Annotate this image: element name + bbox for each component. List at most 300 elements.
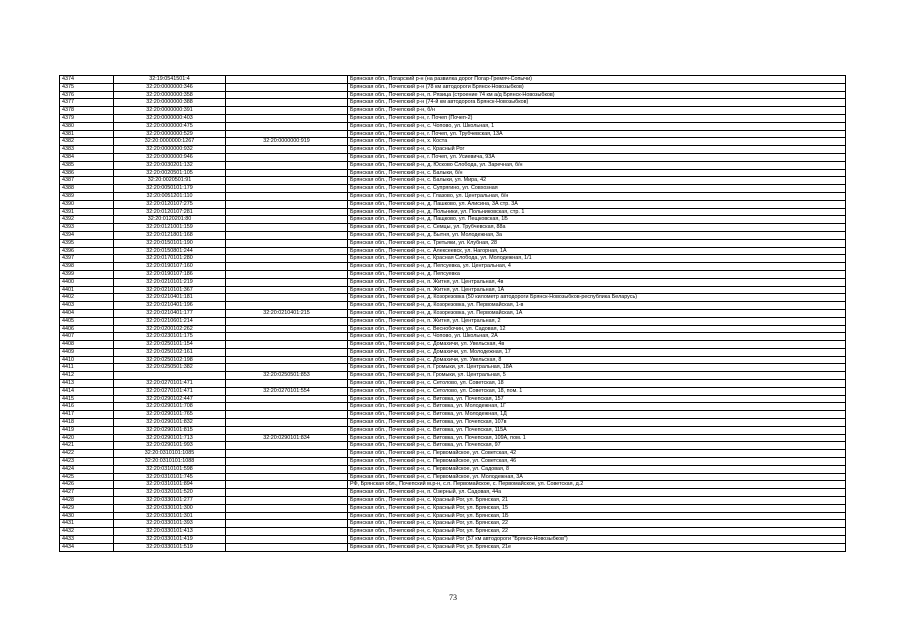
- related-cadastral-number-cell: [226, 216, 348, 224]
- cadastral-number-cell: 32:20:0000000:932: [114, 146, 226, 154]
- address-cell: Брянская обл., Почепский р-н, г. Почеп (Почеп-2): [348, 114, 846, 122]
- related-cadastral-number-cell: [226, 146, 348, 154]
- address-cell: Брянская обл., Почепский р-н, х. Коста: [348, 138, 846, 146]
- address-cell: РФ, Брянская обл., Почепский м.р-н, с.п. Первомайское, с. Первомайское, ул. Советская, д.2: [348, 481, 846, 489]
- cadastral-number-cell: 32:20:0320101:520: [114, 489, 226, 497]
- cadastral-number-cell: 32:20:0290101:815: [114, 426, 226, 434]
- table-row: [60, 114, 846, 122]
- related-cadastral-number-cell: [226, 543, 348, 551]
- row-number-cell: 4421: [60, 442, 114, 450]
- table-row: [60, 497, 846, 505]
- row-number-cell: 4431: [60, 520, 114, 528]
- address-cell: Брянская обл., Почепский р-н (74-й км автодорога Брянск-Новозыбков): [348, 99, 846, 107]
- row-number-cell: 4400: [60, 278, 114, 286]
- row-number-cell: 4395: [60, 239, 114, 247]
- address-cell: Брянская обл., Почепский р-н, с. Красный Рог, ул. Брянская, 22: [348, 520, 846, 528]
- address-cell: Брянская обл., Почепский р-н, п. Громыки, ул. Центральная, 5: [348, 372, 846, 380]
- address-cell: Брянская обл., Почепский р-н, с. Первомайское, ул. Советская, 42: [348, 450, 846, 458]
- table-row: [60, 512, 846, 520]
- cadastral-number-cell: 32:20:0120107:281: [114, 208, 226, 216]
- related-cadastral-number-cell: [226, 294, 348, 302]
- address-cell: Брянская обл., Почепский р-н, с. Красный Рог, ул. Брянская, 21: [348, 497, 846, 505]
- row-number-cell: 4433: [60, 536, 114, 544]
- row-number-cell: 4427: [60, 489, 114, 497]
- row-number-cell: 4428: [60, 497, 114, 505]
- related-cadastral-number-cell: [226, 83, 348, 91]
- address-cell: Брянская обл., Почепский р-н, с. Красный Рог, ул. Брянская, 22: [348, 528, 846, 536]
- related-cadastral-number-cell: [226, 107, 348, 115]
- table-row: [60, 380, 846, 388]
- table-row: [60, 169, 846, 177]
- table-row: [60, 465, 846, 473]
- row-number-cell: 4408: [60, 341, 114, 349]
- row-number-cell: 4376: [60, 91, 114, 99]
- address-cell: Брянская обл., Почепский р-н, с. Красный Рог (57 км автодороги "Брянск-Новозыбков"): [348, 536, 846, 544]
- table-row: [60, 83, 846, 91]
- cadastral-number-cell: 32:20:0150801:244: [114, 247, 226, 255]
- related-cadastral-number-cell: [226, 247, 348, 255]
- row-number-cell: 4401: [60, 286, 114, 294]
- table-row: [60, 263, 846, 271]
- row-number-cell: 4391: [60, 208, 114, 216]
- related-cadastral-number-cell: [226, 450, 348, 458]
- address-cell: Брянская обл., Почепский р-н, с. Домахичи, ул. Увельская, 4в: [348, 341, 846, 349]
- cadastral-number-cell: 32:20:0210101:367: [114, 286, 226, 294]
- table-row: [60, 99, 846, 107]
- cadastral-number-cell: 32:20:0290101:708: [114, 403, 226, 411]
- related-cadastral-number-cell: [226, 99, 348, 107]
- row-number-cell: 4418: [60, 419, 114, 427]
- table-row: [60, 536, 846, 544]
- address-cell: Брянская обл., Почепский р-н, д. Козорезовка, ул. Первомайская, 1А: [348, 309, 846, 317]
- row-number-cell: 4378: [60, 107, 114, 115]
- table-row: [60, 216, 846, 224]
- table-row: [60, 411, 846, 419]
- table-row: [60, 146, 846, 154]
- row-number-cell: 4393: [60, 224, 114, 232]
- related-cadastral-number-cell: [226, 403, 348, 411]
- row-number-cell: 4388: [60, 185, 114, 193]
- address-cell: Брянская обл., Почепский р-н, с. Первомайское, ул. Садовая, 8: [348, 465, 846, 473]
- related-cadastral-number-cell: [226, 348, 348, 356]
- cadastral-number-cell: 32:20:0310101:745: [114, 473, 226, 481]
- address-cell: Брянская обл., Почепский р-н, с. Веснобочин, ул. Садовая, 12: [348, 325, 846, 333]
- related-cadastral-number-cell: [226, 130, 348, 138]
- cadastral-number-cell: 32:20:0250102:161: [114, 348, 226, 356]
- table-row: [60, 255, 846, 263]
- related-cadastral-number-cell: [226, 465, 348, 473]
- related-cadastral-number-cell: [226, 122, 348, 130]
- address-cell: Брянская обл., Почепский р-н, д. Юсково Слобода, ул. Заречная, б/н: [348, 161, 846, 169]
- row-number-cell: 4375: [60, 83, 114, 91]
- cadastral-number-cell: 32:20:0310101:1085: [114, 450, 226, 458]
- row-number-cell: 4426: [60, 481, 114, 489]
- cadastral-number-cell: 32:20:0200102:262: [114, 325, 226, 333]
- table-row: [60, 177, 846, 185]
- address-cell: Брянская обл., Почепский р-н, с. Сетолово, ул. Советская, 18: [348, 380, 846, 388]
- address-cell: Брянская обл., Почепский р-н, п. Житня, ул. Центральная, 2: [348, 317, 846, 325]
- table-row: [60, 395, 846, 403]
- row-number-cell: 4374: [60, 76, 114, 84]
- address-cell: Брянская обл., Почепский р-н, г. Почеп, ул. Трубчевская, 13А: [348, 130, 846, 138]
- address-cell: Брянская обл., Почепский р-н, п. Громыки, ул. Центральная, 18А: [348, 364, 846, 372]
- related-cadastral-number-cell: [226, 185, 348, 193]
- address-cell: Брянская обл., Почепский р-н, с. Красный Рог, ул. Брянская, 1Б: [348, 512, 846, 520]
- address-cell: Брянская обл., Почепский р-н, с. Сетолово, ул. Советская, 18, пом. 1: [348, 387, 846, 395]
- address-cell: Брянская обл., Почепский р-н, с. Красный Рог, ул. Брянская, 21е: [348, 543, 846, 551]
- table-row: [60, 458, 846, 466]
- cadastral-number-cell: 32:20:0000000:403: [114, 114, 226, 122]
- address-cell: Брянская обл., Почепский р-н, п. Озерный, ул. Садовая, 44а: [348, 489, 846, 497]
- address-cell: Брянская обл., Почепский р-н, с. Супрягино, ул. Совхозная: [348, 185, 846, 193]
- related-cadastral-number-cell: [226, 512, 348, 520]
- row-number-cell: 4386: [60, 169, 114, 177]
- cadastral-number-cell: 32:20:0000000:946: [114, 153, 226, 161]
- related-cadastral-number-cell: 32:20:0000000:919: [226, 138, 348, 146]
- address-cell: Брянская обл., Почепский р-н, с. Витовка, ул. Почепская, 107в: [348, 419, 846, 427]
- related-cadastral-number-cell: 32:20:0270101:554: [226, 387, 348, 395]
- related-cadastral-number-cell: [226, 504, 348, 512]
- address-cell: Брянская обл., Почепский р-н, д. Бытня, ул. Молодежная, 3а: [348, 231, 846, 239]
- cadastral-number-cell: 32:20:0330101:413: [114, 528, 226, 536]
- row-number-cell: 4405: [60, 317, 114, 325]
- row-number-cell: 4399: [60, 270, 114, 278]
- table-row: [60, 91, 846, 99]
- table-row: [60, 504, 846, 512]
- cadastral-number-cell: 32:20:0290102:447: [114, 395, 226, 403]
- row-number-cell: 4382: [60, 138, 114, 146]
- related-cadastral-number-cell: 32:20:0250501:853: [226, 372, 348, 380]
- address-cell: Брянская обл., Почепский р-н, с. Первомайское, ул. Советская, 46: [348, 458, 846, 466]
- address-cell: Брянская обл., Почепский р-н, с. Третьяки, ул. Клубная, 28: [348, 239, 846, 247]
- related-cadastral-number-cell: [226, 161, 348, 169]
- address-cell: Брянская обл., Почепский р-н, с. Семцы, ул. Трубчевская, 88а: [348, 224, 846, 232]
- cadastral-number-cell: 32:20:0330101:301: [114, 512, 226, 520]
- cadastral-number-cell: 32:20:0210601:214: [114, 317, 226, 325]
- cadastral-number-cell: 32:19:0541501:4: [114, 76, 226, 84]
- address-cell: Брянская обл., Почепский р-н, с. Витовка, ул. Молодежная, 1Д: [348, 411, 846, 419]
- related-cadastral-number-cell: [226, 442, 348, 450]
- table-row: [60, 130, 846, 138]
- related-cadastral-number-cell: [226, 419, 348, 427]
- row-number-cell: 4379: [60, 114, 114, 122]
- address-cell: Брянская обл., Почепский р-н, с. Витовка, ул. Молодежная, 1Г: [348, 403, 846, 411]
- address-cell: Брянская обл., Почепский р-н, с. Красный Рог: [348, 146, 846, 154]
- address-cell: Брянская обл., Почепский р-н, д. Пашково, ул. Алисина, 3А стр. 3А: [348, 200, 846, 208]
- table-row: [60, 473, 846, 481]
- table-row: [60, 278, 846, 286]
- table-row: [60, 107, 846, 115]
- row-number-cell: 4394: [60, 231, 114, 239]
- related-cadastral-number-cell: [226, 489, 348, 497]
- address-cell: Брянская обл., Почепский р-н, с. Домахичи, ул. Увельская, 8: [348, 356, 846, 364]
- row-number-cell: 4381: [60, 130, 114, 138]
- cadastral-number-cell: 32:20:0000000:358: [114, 91, 226, 99]
- cadastral-number-cell: 32:20:0310101:894: [114, 481, 226, 489]
- cadastral-number-cell: 32:20:0210401:177: [114, 309, 226, 317]
- table-row: [60, 419, 846, 427]
- row-number-cell: 4413: [60, 380, 114, 388]
- related-cadastral-number-cell: [226, 231, 348, 239]
- address-cell: Брянская обл., Почепский р-н (78 км автодороги Брянск-Новозыбков): [348, 83, 846, 91]
- table-row: [60, 387, 846, 395]
- cadastral-number-cell: 32:20:0150101:190: [114, 239, 226, 247]
- cadastral-number-cell: 32:20:0050101:179: [114, 185, 226, 193]
- address-cell: Брянская обл., Почепский р-н, с. Красная Слобода, ул. Молодежная, 1/1: [348, 255, 846, 263]
- address-cell: Брянская обл., Почепский р-н, с. Алексеевск, ул. Нагорная, 1А: [348, 247, 846, 255]
- table-row: [60, 138, 846, 146]
- cadastral-number-cell: 32:20:0230101:175: [114, 333, 226, 341]
- cadastral-number-cell: 32:20:0250501:382: [114, 364, 226, 372]
- related-cadastral-number-cell: [226, 239, 348, 247]
- address-cell: Брянская обл., Почепский р-н, с. Чоповo, ул. Школьная, 2А: [348, 333, 846, 341]
- table-row: [60, 247, 846, 255]
- table-row: [60, 231, 846, 239]
- table-row: [60, 325, 846, 333]
- row-number-cell: 4410: [60, 356, 114, 364]
- table-row: [60, 76, 846, 84]
- related-cadastral-number-cell: [226, 177, 348, 185]
- row-number-cell: 4406: [60, 325, 114, 333]
- table-row: [60, 185, 846, 193]
- row-number-cell: 4412: [60, 372, 114, 380]
- row-number-cell: 4419: [60, 426, 114, 434]
- related-cadastral-number-cell: [226, 356, 348, 364]
- related-cadastral-number-cell: [226, 325, 348, 333]
- related-cadastral-number-cell: [226, 169, 348, 177]
- table-row: [60, 434, 846, 442]
- row-number-cell: 4425: [60, 473, 114, 481]
- cadastral-number-cell: 32:20:0000000:1267: [114, 138, 226, 146]
- table-row: [60, 239, 846, 247]
- address-cell: Брянская обл., Почепский р-н, п. Рязица (строение 74 км а/д Брянск-Новозыбков): [348, 91, 846, 99]
- table-row: [60, 309, 846, 317]
- cadastral-number-cell: 32:20:0051201:110: [114, 192, 226, 200]
- row-number-cell: 4389: [60, 192, 114, 200]
- row-number-cell: 4390: [60, 200, 114, 208]
- row-number-cell: 4414: [60, 387, 114, 395]
- table-row: [60, 481, 846, 489]
- table-row: [60, 270, 846, 278]
- address-cell: Брянская обл., Почепский р-н, п. Житня, ул. Центральная, 1А: [348, 286, 846, 294]
- address-cell: Брянская обл., Почепский р-н, с. Домахичи, ул. Молодежная, 17: [348, 348, 846, 356]
- table-row: [60, 403, 846, 411]
- address-cell: Брянская обл., Почепский р-н, д. Польники, ул. Польниковская, стр. 1: [348, 208, 846, 216]
- related-cadastral-number-cell: [226, 192, 348, 200]
- table-row: [60, 122, 846, 130]
- row-number-cell: 4416: [60, 403, 114, 411]
- table-row: [60, 153, 846, 161]
- row-number-cell: 4429: [60, 504, 114, 512]
- row-number-cell: 4422: [60, 450, 114, 458]
- row-number-cell: 4384: [60, 153, 114, 161]
- cadastral-number-cell: 32:20:0330101:519: [114, 543, 226, 551]
- cadastral-number-cell: 32:20:0190107:186: [114, 270, 226, 278]
- table-row: [60, 341, 846, 349]
- related-cadastral-number-cell: [226, 481, 348, 489]
- row-number-cell: 4415: [60, 395, 114, 403]
- cadastral-number-cell: 32:20:0121801:168: [114, 231, 226, 239]
- address-cell: Брянская обл., Почепский р-н, д. Козорезовка, ул. Первомайская, 1-в: [348, 302, 846, 310]
- cadastral-number-cell: 32:20:0330101:277: [114, 497, 226, 505]
- cadastral-number-cell: 32:20:0290101:832: [114, 419, 226, 427]
- address-cell: Брянская обл., Почепский р-н, г. Почеп, ул. Усиевича, 93А: [348, 153, 846, 161]
- table-row: [60, 286, 846, 294]
- table-row: [60, 372, 846, 380]
- row-number-cell: 4434: [60, 543, 114, 551]
- related-cadastral-number-cell: [226, 333, 348, 341]
- cadastral-number-cell: [114, 372, 226, 380]
- table-body: [60, 76, 846, 552]
- cadastral-number-cell: 32:20:0000000:475: [114, 122, 226, 130]
- cadastral-number-cell: 32:20:0190107:160: [114, 263, 226, 271]
- related-cadastral-number-cell: [226, 114, 348, 122]
- address-cell: Брянская обл., Погарский р-н (на развилка дорог Погар-Гремяч-Сопычи): [348, 76, 846, 84]
- cadastral-number-cell: 32:20:0330101:419: [114, 536, 226, 544]
- related-cadastral-number-cell: [226, 520, 348, 528]
- cadastral-number-cell: 32:20:0020501:91: [114, 177, 226, 185]
- table-row: [60, 302, 846, 310]
- cadastral-number-cell: 32:20:0330101:393: [114, 520, 226, 528]
- row-number-cell: 4402: [60, 294, 114, 302]
- row-number-cell: 4385: [60, 161, 114, 169]
- cadastral-number-cell: 32:20:0270101:471: [114, 387, 226, 395]
- address-cell: Брянская обл., Почепский р-н, д. Пащково, ул. Пещковская, 1Б: [348, 216, 846, 224]
- related-cadastral-number-cell: [226, 224, 348, 232]
- row-number-cell: 4411: [60, 364, 114, 372]
- row-number-cell: 4397: [60, 255, 114, 263]
- address-cell: Брянская обл., Почепский р-н, с. Глазово, ул. Центральная, б/н: [348, 192, 846, 200]
- table-row: [60, 224, 846, 232]
- address-cell: Брянская обл., Почепский р-н, с. Витовка, ул. Почепская, 97: [348, 442, 846, 450]
- cadastral-number-cell: 32:20:0020501:105: [114, 169, 226, 177]
- related-cadastral-number-cell: [226, 341, 348, 349]
- table-row: [60, 208, 846, 216]
- cadastral-number-cell: 32:20:0310101:598: [114, 465, 226, 473]
- cadastral-number-cell: 32:20:0210101:219: [114, 278, 226, 286]
- address-cell: Брянская обл., Почепский р-н, д. Пепсуевка, ул. Центральная, 4: [348, 263, 846, 271]
- row-number-cell: 4404: [60, 309, 114, 317]
- registry-table: [59, 75, 846, 552]
- address-cell: Брянская обл., Почепский р-н, б/н: [348, 107, 846, 115]
- cadastral-number-cell: 32:20:0310101:1088: [114, 458, 226, 466]
- related-cadastral-number-cell: [226, 76, 348, 84]
- cadastral-number-cell: 32:20:0120201:80: [114, 216, 226, 224]
- related-cadastral-number-cell: [226, 270, 348, 278]
- cadastral-number-cell: 32:20:0000000:388: [114, 99, 226, 107]
- related-cadastral-number-cell: [226, 91, 348, 99]
- address-cell: Брянская обл., Почепский р-н, с. Красный Рог, ул. Брянская, 15: [348, 504, 846, 512]
- address-cell: Брянская обл., Почепский р-н, с. Первомайское, ул. Молодежная, 3А: [348, 473, 846, 481]
- related-cadastral-number-cell: [226, 302, 348, 310]
- row-number-cell: 4392: [60, 216, 114, 224]
- related-cadastral-number-cell: [226, 473, 348, 481]
- row-number-cell: 4398: [60, 263, 114, 271]
- page-number: 73: [449, 593, 457, 602]
- address-cell: Брянская обл., Почепский р-н, с. Витовка, ул. Почепская, 157: [348, 395, 846, 403]
- related-cadastral-number-cell: [226, 426, 348, 434]
- related-cadastral-number-cell: [226, 497, 348, 505]
- address-cell: Брянская обл., Почепский р-н, с. Балыки, б/н: [348, 169, 846, 177]
- table-row: [60, 543, 846, 551]
- related-cadastral-number-cell: [226, 286, 348, 294]
- row-number-cell: 4432: [60, 528, 114, 536]
- related-cadastral-number-cell: [226, 208, 348, 216]
- related-cadastral-number-cell: [226, 278, 348, 286]
- related-cadastral-number-cell: [226, 364, 348, 372]
- cadastral-number-cell: 32:20:0121001:159: [114, 224, 226, 232]
- row-number-cell: 4407: [60, 333, 114, 341]
- row-number-cell: 4383: [60, 146, 114, 154]
- cadastral-number-cell: 32:20:0170101:280: [114, 255, 226, 263]
- cadastral-number-cell: 32:20:0270101:471: [114, 380, 226, 388]
- row-number-cell: 4377: [60, 99, 114, 107]
- address-cell: Брянская обл., Почепский р-н, с. Витовка, ул. Почепская, 115А: [348, 426, 846, 434]
- cadastral-number-cell: 32:20:0000000:529: [114, 130, 226, 138]
- cadastral-number-cell: 32:20:0290101:993: [114, 442, 226, 450]
- table-row: [60, 356, 846, 364]
- cadastral-number-cell: 32:20:0210401:196: [114, 302, 226, 310]
- cadastral-number-cell: 32:20:0250102:198: [114, 356, 226, 364]
- table-row: [60, 450, 846, 458]
- cadastral-number-cell: 32:20:0000000:391: [114, 107, 226, 115]
- table-row: [60, 200, 846, 208]
- row-number-cell: 4417: [60, 411, 114, 419]
- row-number-cell: 4403: [60, 302, 114, 310]
- related-cadastral-number-cell: [226, 536, 348, 544]
- related-cadastral-number-cell: [226, 255, 348, 263]
- cadastral-number-cell: 32:20:0250101:154: [114, 341, 226, 349]
- related-cadastral-number-cell: [226, 317, 348, 325]
- table-row: [60, 348, 846, 356]
- table-row: [60, 426, 846, 434]
- related-cadastral-number-cell: [226, 200, 348, 208]
- related-cadastral-number-cell: [226, 153, 348, 161]
- address-cell: Брянская обл., Почепский р-н, с. Чоповo, ул. Школьная, 1: [348, 122, 846, 130]
- cadastral-number-cell: 32:20:0330101:300: [114, 504, 226, 512]
- table-row: [60, 333, 846, 341]
- row-number-cell: 4420: [60, 434, 114, 442]
- row-number-cell: 4380: [60, 122, 114, 130]
- row-number-cell: 4423: [60, 458, 114, 466]
- address-cell: Брянская обл., Почепский р-н, с. Балыки, ул. Мира, 42: [348, 177, 846, 185]
- address-cell: Брянская обл., Почепский р-н, п. Житня, ул. Центральная, 4в: [348, 278, 846, 286]
- cadastral-number-cell: 32:20:0210401:181: [114, 294, 226, 302]
- related-cadastral-number-cell: [226, 395, 348, 403]
- table-row: [60, 317, 846, 325]
- address-cell: Брянская обл., Почепский р-н, д. Пепсуевка: [348, 270, 846, 278]
- table-row: [60, 364, 846, 372]
- row-number-cell: 4430: [60, 512, 114, 520]
- related-cadastral-number-cell: [226, 263, 348, 271]
- related-cadastral-number-cell: [226, 380, 348, 388]
- table-row: [60, 489, 846, 497]
- table-row: [60, 520, 846, 528]
- table-row: [60, 192, 846, 200]
- related-cadastral-number-cell: 32:20:0290101:834: [226, 434, 348, 442]
- table-row: [60, 442, 846, 450]
- related-cadastral-number-cell: 32:20:0210401:215: [226, 309, 348, 317]
- table-row: [60, 161, 846, 169]
- table-row: [60, 294, 846, 302]
- cadastral-number-cell: 32:20:0000000:346: [114, 83, 226, 91]
- row-number-cell: 4409: [60, 348, 114, 356]
- cadastral-number-cell: 32:20:0290101:765: [114, 411, 226, 419]
- cadastral-number-cell: 32:20:0120107:275: [114, 200, 226, 208]
- row-number-cell: 4387: [60, 177, 114, 185]
- related-cadastral-number-cell: [226, 411, 348, 419]
- row-number-cell: 4424: [60, 465, 114, 473]
